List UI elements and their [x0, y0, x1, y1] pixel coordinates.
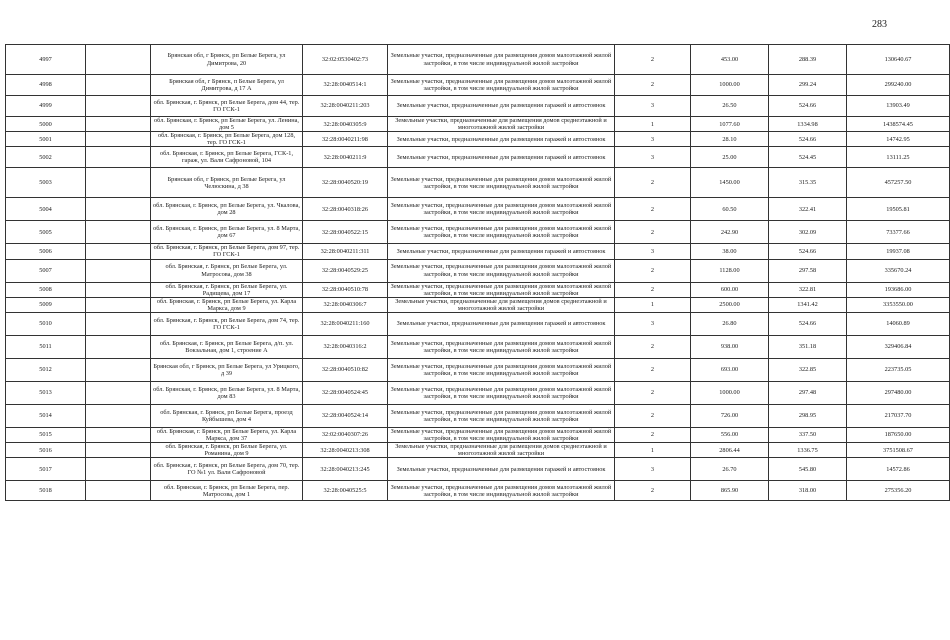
group-cell: 2	[615, 221, 691, 244]
row-id-cell: 5010	[6, 312, 86, 335]
area-cell: 726.00	[691, 404, 769, 427]
cadastral-value-cell: 299240.00	[847, 75, 950, 96]
spacer-cell	[86, 147, 151, 168]
cadastral-number-cell: 32:28:0040522:15	[303, 221, 388, 244]
row-id-cell: 5012	[6, 358, 86, 381]
row-id-cell: 5018	[6, 481, 86, 501]
table-row	[6, 358, 950, 381]
spacer-cell	[86, 96, 151, 117]
area-cell: 60.50	[691, 198, 769, 221]
spacer-cell	[86, 282, 151, 297]
group-cell: 3	[615, 132, 691, 147]
address-cell: обл. Брянская, г. Брянск, рп Белые Берега, дом 97, тер. ГО ГСК-1	[151, 244, 303, 259]
group-cell: 2	[615, 259, 691, 282]
group-cell: 2	[615, 404, 691, 427]
row-id-cell: 4997	[6, 45, 86, 75]
area-cell: 26.80	[691, 312, 769, 335]
rate-cell: 524.45	[769, 147, 847, 168]
group-cell: 2	[615, 381, 691, 404]
table-row	[6, 117, 950, 132]
area-cell: 1077.60	[691, 117, 769, 132]
address-cell: обл. Брянская, г. Брянск, рп Белые Берега, ул. Романина, дом 9	[151, 443, 303, 458]
cadastral-value-cell: 14742.95	[847, 132, 950, 147]
row-id-cell: 5017	[6, 458, 86, 481]
cadastral-number-cell: 32:28:0040211:160	[303, 312, 388, 335]
rate-cell: 545.80	[769, 458, 847, 481]
cadastral-number-cell: 32:28:0040211:9	[303, 147, 388, 168]
rate-cell: 322.85	[769, 358, 847, 381]
cadastral-number-cell: 32:28:0040211:311	[303, 244, 388, 259]
cadastral-number-cell: 32:28:0040510:78	[303, 282, 388, 297]
spacer-cell	[86, 443, 151, 458]
cadastral-value-cell: 3353550.00	[847, 297, 950, 312]
cadastral-value-cell: 13111.25	[847, 147, 950, 168]
area-cell: 693.00	[691, 358, 769, 381]
table-row	[6, 45, 950, 75]
rate-cell: 302.09	[769, 221, 847, 244]
group-cell: 2	[615, 481, 691, 501]
cadastral-number-cell: 32:02:0040307:26	[303, 427, 388, 442]
land-use-cell: Земельные участки, предназначенные для размещения гаражей и автостоянок	[388, 312, 615, 335]
area-cell: 1000.00	[691, 381, 769, 404]
table-row	[6, 335, 950, 358]
cadastral-number-cell: 32:28:0040316:2	[303, 335, 388, 358]
row-id-cell: 5006	[6, 244, 86, 259]
cadastral-number-cell: 32:28:0040318:26	[303, 198, 388, 221]
cadastral-value-cell: 73377.66	[847, 221, 950, 244]
land-use-cell: Земельные участки, предназначенные для размещения домов малоэтажной жилой застройки, в том числе индивидуальной жилой застройки	[388, 381, 615, 404]
table-row	[6, 259, 950, 282]
land-use-cell: Земельные участки, предназначенные для размещения домов малоэтажной жилой застройки, в том числе индивидуальной жилой застройки	[388, 282, 615, 297]
address-cell: обл. Брянская, г. Брянск, рп Белые Берега, ГСК-1, гараж, ул. Вали Сафроновой, 104	[151, 147, 303, 168]
land-use-cell: Земельные участки, предназначенные для размещения домов малоэтажной жилой застройки, в том числе индивидуальной жилой застройки	[388, 45, 615, 75]
cadastral-number-cell: 32:28:0040529:25	[303, 259, 388, 282]
land-use-cell: Земельные участки, предназначенные для размещения гаражей и автостоянок	[388, 132, 615, 147]
cadastral-number-cell: 32:28:0040520:19	[303, 168, 388, 198]
cadastral-value-cell: 14060.89	[847, 312, 950, 335]
address-cell: обл. Брянская, г. Брянск, рп Белые Берега, ул. Чкалова, дом 28	[151, 198, 303, 221]
row-id-cell: 4999	[6, 96, 86, 117]
row-id-cell: 5013	[6, 381, 86, 404]
cadastral-number-cell: 32:28:0040524:14	[303, 404, 388, 427]
group-cell: 3	[615, 458, 691, 481]
address-cell: обл. Брянская, г. Брянск, рп Белые Берега, пер. Матросова, дом 1	[151, 481, 303, 501]
table-row	[6, 427, 950, 442]
table-row	[6, 75, 950, 96]
row-id-cell: 5004	[6, 198, 86, 221]
row-id-cell: 5003	[6, 168, 86, 198]
land-use-cell: Земельные участки, предназначенные для размещения гаражей и автостоянок	[388, 244, 615, 259]
row-id-cell: 5000	[6, 117, 86, 132]
cadastral-number-cell: 32:28:0040514:1	[303, 75, 388, 96]
area-cell: 938.00	[691, 335, 769, 358]
spacer-cell	[86, 427, 151, 442]
rate-cell: 318.00	[769, 481, 847, 501]
rate-cell: 299.24	[769, 75, 847, 96]
group-cell: 2	[615, 282, 691, 297]
rate-cell: 1334.98	[769, 117, 847, 132]
rate-cell: 315.35	[769, 168, 847, 198]
area-cell: 1450.00	[691, 168, 769, 198]
row-id-cell: 5007	[6, 259, 86, 282]
address-cell: обл. Брянская, г. Брянск, рп Белые Берега, ул. 8 Марта, дом 67	[151, 221, 303, 244]
cadastral-value-cell: 13903.49	[847, 96, 950, 117]
spacer-cell	[86, 381, 151, 404]
address-cell: обл. Брянская, г. Брянск, рп Белые Берега, ул. Карла Маркса, дом 9	[151, 297, 303, 312]
spacer-cell	[86, 244, 151, 259]
row-id-cell: 5009	[6, 297, 86, 312]
table-row	[6, 312, 950, 335]
rate-cell: 298.95	[769, 404, 847, 427]
spacer-cell	[86, 297, 151, 312]
land-use-cell: Земельные участки, предназначенные для размещения домов малоэтажной жилой застройки, в том числе индивидуальной жилой застройки	[388, 335, 615, 358]
cadastral-value-cell: 193686.00	[847, 282, 950, 297]
address-cell: Брянская обл, г Брянск, рп Белые Берега, ул Димитрова, 20	[151, 45, 303, 75]
area-cell: 26.50	[691, 96, 769, 117]
cadastral-value-cell: 329406.84	[847, 335, 950, 358]
land-use-cell: Земельные участки, предназначенные для размещения домов малоэтажной жилой застройки, в том числе индивидуальной жилой застройки	[388, 168, 615, 198]
address-cell: обл. Брянская, г. Брянск, рп Белые Берега, д/п. ул. Вокзальная, дом 1, строение А	[151, 335, 303, 358]
land-use-cell: Земельные участки, предназначенные для размещения гаражей и автостоянок	[388, 458, 615, 481]
land-use-cell: Земельные участки, предназначенные для размещения домов малоэтажной жилой застройки, в том числе индивидуальной жилой застройки	[388, 481, 615, 501]
land-use-cell: Земельные участки, предназначенные для размещения домов малоэтажной жилой застройки, в том числе индивидуальной жилой застройки	[388, 427, 615, 442]
row-id-cell: 5002	[6, 147, 86, 168]
area-cell: 556.00	[691, 427, 769, 442]
area-cell: 28.10	[691, 132, 769, 147]
rate-cell: 322.41	[769, 198, 847, 221]
table-row	[6, 221, 950, 244]
group-cell: 3	[615, 147, 691, 168]
group-cell: 3	[615, 96, 691, 117]
rate-cell: 288.39	[769, 45, 847, 75]
cadastral-value-cell: 223735.05	[847, 358, 950, 381]
address-cell: обл. Брянская, г. Брянск, рп Белые Берега, ул. Ленина, дом 5	[151, 117, 303, 132]
table-row	[6, 381, 950, 404]
spacer-cell	[86, 259, 151, 282]
rate-cell: 297.48	[769, 381, 847, 404]
land-use-cell: Земельные участки, предназначенные для размещения гаражей и автостоянок	[388, 147, 615, 168]
row-id-cell: 5014	[6, 404, 86, 427]
address-cell: обл. Брянская, г. Брянск, рп Белые Берега, ул. Радищева, дом 17	[151, 282, 303, 297]
cadastral-value-cell: 187650.00	[847, 427, 950, 442]
spacer-cell	[86, 221, 151, 244]
cadastral-number-cell: 32:28:0040510:82	[303, 358, 388, 381]
spacer-cell	[86, 358, 151, 381]
group-cell: 2	[615, 427, 691, 442]
land-use-cell: Земельные участки, предназначенные для размещения домов малоэтажной жилой застройки, в том числе индивидуальной жилой застройки	[388, 221, 615, 244]
spacer-cell	[86, 458, 151, 481]
spacer-cell	[86, 335, 151, 358]
address-cell: обл. Брянская, г. Брянск, рп Белые Берега, ул. Карла Маркса, дом 37	[151, 427, 303, 442]
land-use-cell: Земельные участки, предназначенные для размещения гаражей и автостоянок	[388, 96, 615, 117]
area-cell: 26.70	[691, 458, 769, 481]
cadastral-value-cell: 217037.70	[847, 404, 950, 427]
table-row	[6, 404, 950, 427]
land-use-cell: Земельные участки, предназначенные для размещения домов среднеэтажной и многоэтажной жилой застройки	[388, 117, 615, 132]
cadastral-value-cell: 19505.81	[847, 198, 950, 221]
address-cell: обл. Брянская, г. Брянск, рп Белые Берега, дом 44, тер. ГО ГСК-1	[151, 96, 303, 117]
group-cell: 3	[615, 312, 691, 335]
area-cell: 600.00	[691, 282, 769, 297]
table-row	[6, 168, 950, 198]
cadastral-value-cell: 335670.24	[847, 259, 950, 282]
row-id-cell: 5001	[6, 132, 86, 147]
land-use-cell: Земельные участки, предназначенные для размещения домов малоэтажной жилой застройки, в том числе индивидуальной жилой застройки	[388, 358, 615, 381]
land-use-cell: Земельные участки, предназначенные для размещения домов малоэтажной жилой застройки, в том числе индивидуальной жилой застройки	[388, 198, 615, 221]
spacer-cell	[86, 117, 151, 132]
cadastral-value-cell: 1438574.45	[847, 117, 950, 132]
address-cell: Брянская обл, г Брянск, п Белые Берега, ул Димитрова, д 17 А	[151, 75, 303, 96]
row-id-cell: 4998	[6, 75, 86, 96]
spacer-cell	[86, 45, 151, 75]
row-id-cell: 5011	[6, 335, 86, 358]
address-cell: обл. Брянская, г. Брянск, рп Белые Берега, дом 74, тер. ГО ГСК-1	[151, 312, 303, 335]
rate-cell: 1336.75	[769, 443, 847, 458]
cadastral-number-cell: 32:28:0040211:98	[303, 132, 388, 147]
group-cell: 2	[615, 45, 691, 75]
table-row	[6, 297, 950, 312]
group-cell: 2	[615, 198, 691, 221]
area-cell: 2806.44	[691, 443, 769, 458]
cadastral-number-cell: 32:28:0040213:245	[303, 458, 388, 481]
address-cell: обл. Брянская, г. Брянск, рп Белые Берега, проезд Куйбышева, дом 4	[151, 404, 303, 427]
rate-cell: 351.18	[769, 335, 847, 358]
cadastral-value-cell: 14572.86	[847, 458, 950, 481]
row-id-cell: 5015	[6, 427, 86, 442]
group-cell: 1	[615, 297, 691, 312]
area-cell: 38.00	[691, 244, 769, 259]
area-cell: 453.00	[691, 45, 769, 75]
group-cell: 1	[615, 117, 691, 132]
address-cell: Брянская обл, г Брянск, рп Белые Берега, ул Челюскина, д 38	[151, 168, 303, 198]
cadastral-number-cell: 32:28:0040305:9	[303, 117, 388, 132]
group-cell: 2	[615, 168, 691, 198]
row-id-cell: 5005	[6, 221, 86, 244]
rate-cell: 337.50	[769, 427, 847, 442]
table-row	[6, 147, 950, 168]
cadastral-number-cell: 32:28:0040524:45	[303, 381, 388, 404]
group-cell: 2	[615, 335, 691, 358]
cadastral-value-cell: 457257.50	[847, 168, 950, 198]
address-cell: обл. Брянская, г. Брянск, рп Белые Берега, ул. 8 Марта, дом 83	[151, 381, 303, 404]
table-row	[6, 458, 950, 481]
group-cell: 2	[615, 75, 691, 96]
group-cell: 2	[615, 358, 691, 381]
table-row	[6, 132, 950, 147]
cadastral-value-cell: 19937.08	[847, 244, 950, 259]
area-cell: 1128.00	[691, 259, 769, 282]
cadastral-number-cell: 32:28:0040213:308	[303, 443, 388, 458]
spacer-cell	[86, 132, 151, 147]
rate-cell: 524.66	[769, 312, 847, 335]
table-row	[6, 282, 950, 297]
group-cell: 3	[615, 244, 691, 259]
land-registry-table	[5, 44, 950, 501]
table-row	[6, 244, 950, 259]
spacer-cell	[86, 75, 151, 96]
spacer-cell	[86, 168, 151, 198]
rate-cell: 524.66	[769, 96, 847, 117]
land-use-cell: Земельные участки, предназначенные для размещения домов среднеэтажной и многоэтажной жилой застройки	[388, 443, 615, 458]
land-use-cell: Земельные участки, предназначенные для размещения домов малоэтажной жилой застройки, в том числе индивидуальной жилой застройки	[388, 259, 615, 282]
table-row	[6, 198, 950, 221]
cadastral-value-cell: 297480.00	[847, 381, 950, 404]
row-id-cell: 5016	[6, 443, 86, 458]
page-number: 283	[872, 19, 887, 30]
spacer-cell	[86, 198, 151, 221]
address-cell: обл. Брянская, г. Брянск, рп Белые Берега, дом 70, тер. ГО №1 ул. Вали Сафроновой	[151, 458, 303, 481]
table-row	[6, 96, 950, 117]
rate-cell: 524.66	[769, 132, 847, 147]
address-cell: обл. Брянская, г. Брянск, рп Белые Берега, ул. Матросова, дом 38	[151, 259, 303, 282]
rate-cell: 524.66	[769, 244, 847, 259]
area-cell: 25.00	[691, 147, 769, 168]
rate-cell: 1341.42	[769, 297, 847, 312]
row-id-cell: 5008	[6, 282, 86, 297]
cadastral-number-cell: 32:02:0530402:73	[303, 45, 388, 75]
address-cell: Брянская обл, г Брянск, рп Белые Берега, ул Урицкого, д 39	[151, 358, 303, 381]
area-cell: 865.90	[691, 481, 769, 501]
cadastral-number-cell: 32:28:0040211:203	[303, 96, 388, 117]
table-row	[6, 443, 950, 458]
cadastral-number-cell: 32:28:0040306:7	[303, 297, 388, 312]
address-cell: обл. Брянская, г. Брянск, рп Белые Берега, дом 128, тер. ГО ГСК-1	[151, 132, 303, 147]
land-use-cell: Земельные участки, предназначенные для размещения домов малоэтажной жилой застройки, в том числе индивидуальной жилой застройки	[388, 75, 615, 96]
table-body	[6, 45, 950, 501]
land-use-cell: Земельные участки, предназначенные для размещения домов малоэтажной жилой застройки, в том числе индивидуальной жилой застройки	[388, 404, 615, 427]
group-cell: 1	[615, 443, 691, 458]
area-cell: 2500.00	[691, 297, 769, 312]
spacer-cell	[86, 404, 151, 427]
cadastral-number-cell: 32:28:0040525:5	[303, 481, 388, 501]
area-cell: 242.90	[691, 221, 769, 244]
table-row	[6, 481, 950, 501]
cadastral-value-cell: 275356.20	[847, 481, 950, 501]
rate-cell: 297.58	[769, 259, 847, 282]
cadastral-value-cell: 3751508.67	[847, 443, 950, 458]
land-use-cell: Земельные участки, предназначенные для размещения домов среднеэтажной и многоэтажной жилой застройки	[388, 297, 615, 312]
spacer-cell	[86, 481, 151, 501]
rate-cell: 322.81	[769, 282, 847, 297]
cadastral-value-cell: 130640.67	[847, 45, 950, 75]
spacer-cell	[86, 312, 151, 335]
area-cell: 1000.00	[691, 75, 769, 96]
